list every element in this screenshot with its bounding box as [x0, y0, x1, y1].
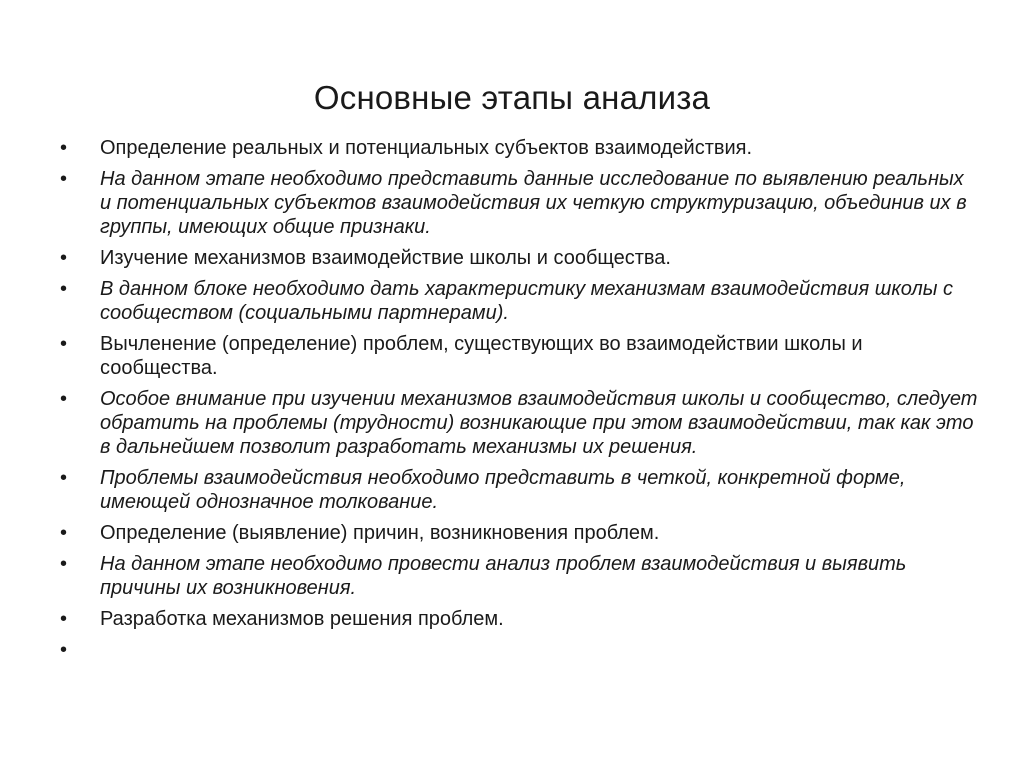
bullet-item	[60, 246, 980, 270]
bullet-icon: •	[60, 467, 68, 489]
bullet-text	[100, 638, 980, 662]
bullet-text: Разработка механизмов решения проблем.	[100, 608, 504, 630]
bullet-item	[60, 552, 980, 600]
bullet-text: Изучение механизмов взаимодействие школы и сообщества.	[100, 247, 671, 269]
bullet-item	[60, 466, 980, 514]
bullet-item	[60, 638, 980, 662]
bullet-icon: •	[60, 333, 68, 355]
bullet-item	[60, 167, 980, 239]
bullet-text: Особое внимание при изучении механизмов взаимодействия школы и сообщество, следует обратить на проблемы (трудности) возникающие при этом взаимодействии, так как это в дальнейшем позволит разработать механизмы их решения.	[100, 388, 978, 458]
bullet-icon: •	[60, 639, 68, 661]
bullet-text: В данном блоке необходимо дать характеристику механизмам взаимодействия школы с сообществом (социальными партнерами).	[100, 278, 954, 324]
bullet-icon: •	[60, 168, 68, 190]
slide-title: Основные этапы анализа	[313, 79, 711, 116]
bullet-item	[60, 136, 980, 160]
bullet-text: Определение (выявление) причин, возникновения проблем.	[100, 522, 660, 544]
bullet-text: На данном этапе необходимо провести анализ проблем взаимодействия и выявить причины их возникновения.	[100, 553, 907, 599]
bullet-icon: •	[60, 247, 68, 269]
bullet-text: На данном этапе необходимо представить данные исследование по выявлению реальных и потенциальных субъектов взаимодействия их четкую структуризацию, объединив их в группы, имеющих общие признаки.	[100, 168, 967, 238]
bullet-item	[60, 521, 980, 545]
bullet-item	[60, 277, 980, 325]
bullet-text: Вычленение (определение) проблем, существующих во взаимодействии школы и сообщества.	[100, 333, 863, 379]
bullet-item	[60, 387, 980, 459]
bullet-text: Определение реальных и потенциальных субъектов взаимодействия.	[100, 137, 753, 159]
bullet-text: Проблемы взаимодействия необходимо представить в четкой, конкретной форме, имеющей однозначное толкование.	[100, 467, 906, 513]
bullet-list	[60, 136, 980, 669]
bullet-icon: •	[60, 608, 68, 630]
bullet-item	[60, 607, 980, 631]
bullet-icon: •	[60, 278, 68, 300]
bullet-item	[60, 332, 980, 380]
bullet-icon: •	[60, 522, 68, 544]
bullet-icon: •	[60, 553, 68, 575]
bullet-icon: •	[60, 137, 68, 159]
bullet-icon: •	[60, 388, 68, 410]
